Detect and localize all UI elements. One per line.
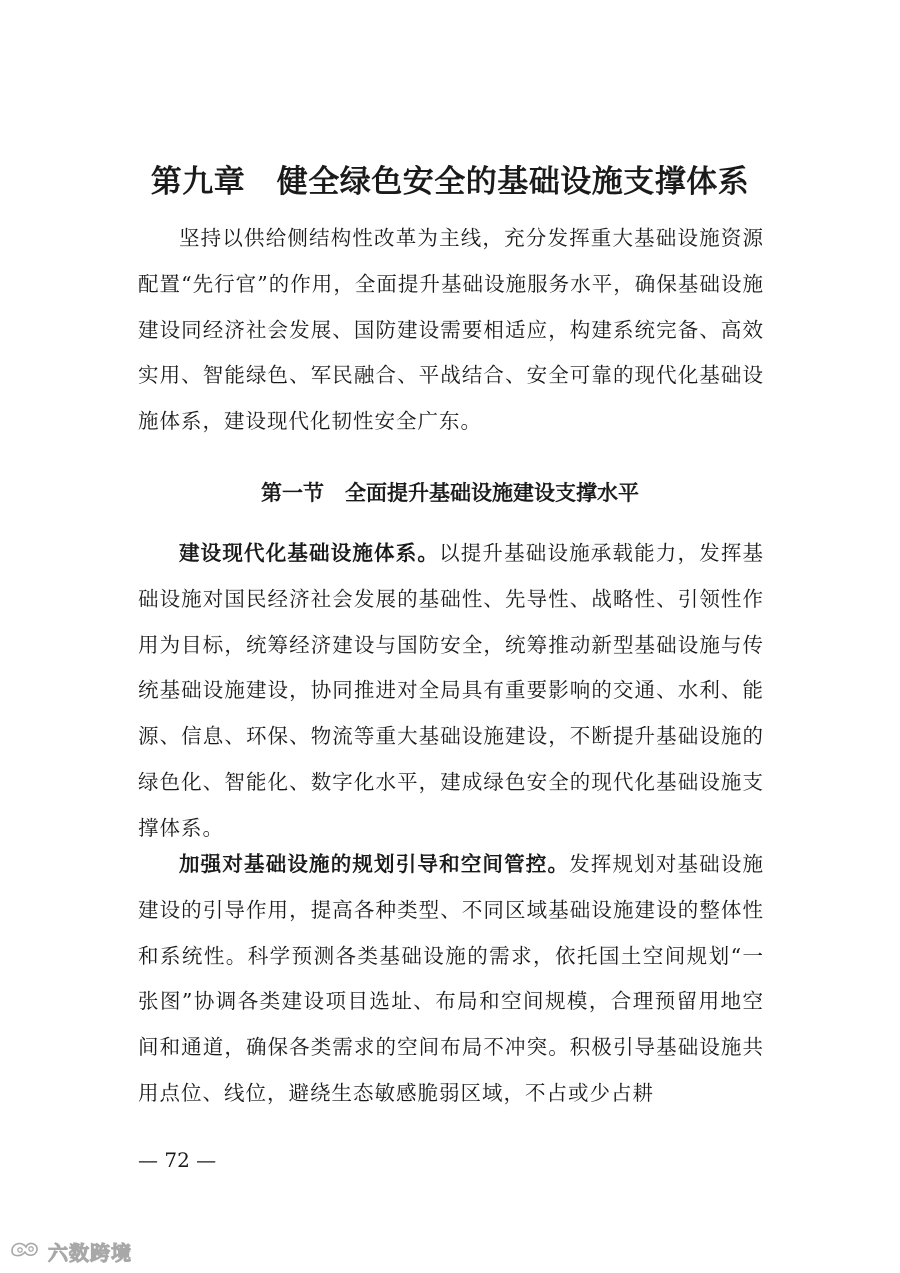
page-number: — 72 — [138,1148,217,1172]
paragraph-lead: 加强对基础设施的规划引导和空间管控。 [179,852,570,876]
watermark-text: 六数跨境 [48,1240,132,1265]
body-paragraph [138,531,764,852]
watermark [8,1236,132,1266]
paragraph-text: 发挥规划对基础设施建设的引导作用，提高各种类型、不同区域基础设施建设的整体性和系统性。科学预测各类基础设施的需求，依托国土空间规划“一张图”协调各类建设项目选址、布局和空间规模，合理预留用地空间和通道，确保各类需求的空间布局不冲突。积极引导基础设施共用点位、线位，避绕生态敏感脆弱区域，不占或少占耕 [138,852,765,1105]
section-title: 第一节 全面提升基础设施建设支撑水平 [261,481,639,505]
chapter-title: 第九章 健全绿色安全的基础设施支撑体系 [150,164,750,200]
brand-logo-icon [8,1237,42,1265]
body-paragraph [138,842,764,1117]
paragraph-lead: 建设现代化基础设施体系。 [179,541,440,565]
intro-paragraph: 坚持以供给侧结构性改革为主线，充分发挥重大基础设施资源配置“先行官”的作用，全面提升基础设施服务水平，确保基础设施建设同经济社会发展、国防建设需要相适应，构建系统完备、高效实用、智能绿色、军民融合、平战结合、安全可靠的现代化基础设施体系，建设现代化韧性安全广东。 [138,226,764,434]
paragraph-text: 以提升基础设施承载能力，发挥基础设施对国民经济社会发展的基础性、先导性、战略性、引领性作用为目标，统筹经济建设与国防安全，统筹推动新型基础设施与传统基础设施建设，协同推进对全局具有重要影响的交通、水利、能源、信息、环保、物流等重大基础设施建设，不断提升基础设施的绿色化、智能化、数字化水平，建成绿色安全的现代化基础设施支撑体系。 [138,541,765,840]
